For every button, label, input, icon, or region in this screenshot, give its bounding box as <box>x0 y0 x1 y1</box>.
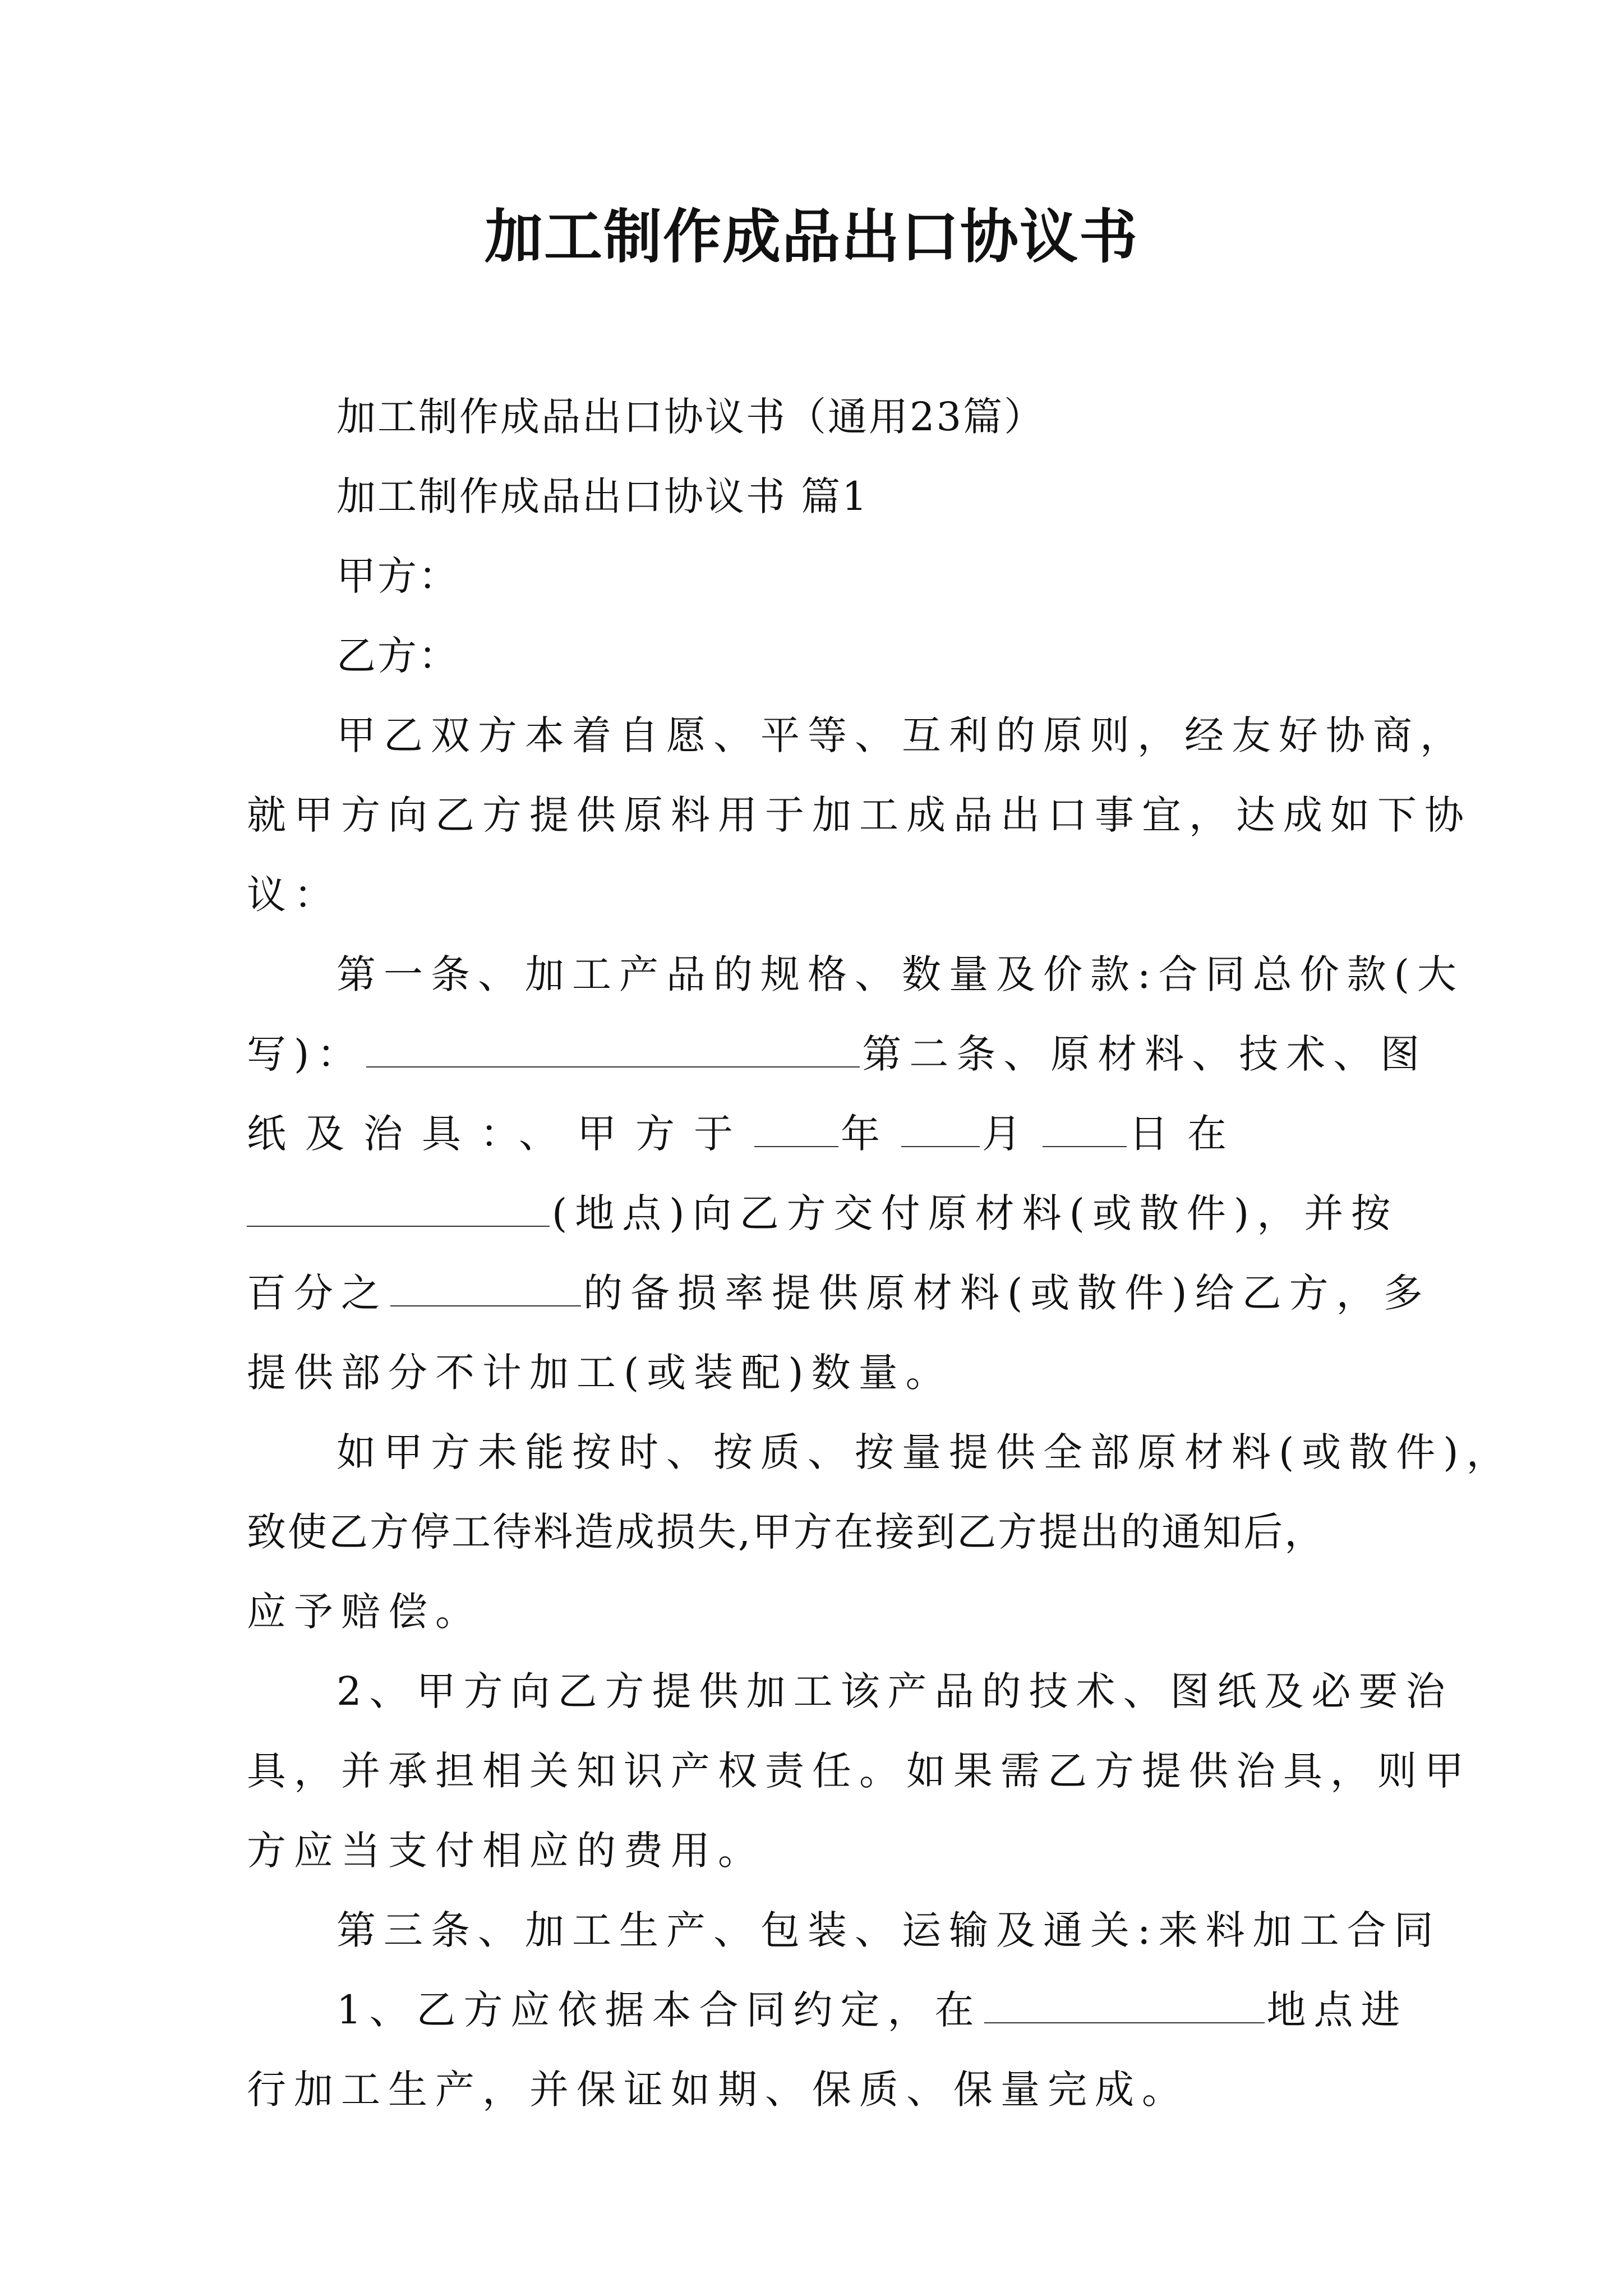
line-segment: 月 <box>982 1111 1040 1157</box>
line-segment: (地点)向乙方交付原材料(或散件)，并按 <box>552 1190 1399 1236</box>
paragraph-line: 甲乙双方本着自愿、平等、互利的原则，经友好协商， <box>336 712 1467 758</box>
fill-in-blank <box>901 1107 980 1147</box>
line-segment: 百分之 <box>247 1270 388 1316</box>
line-segment: 的备损率提供原材料(或散件)给乙方，多 <box>583 1270 1431 1316</box>
paragraph-line <box>247 1970 1408 2050</box>
party-b-line: 乙方： <box>336 633 459 679</box>
paragraph-line: 就甲方向乙方提供原料用于加工成品出口事宜，达成如下协 <box>247 792 1472 838</box>
line-segment: 日在 <box>1129 1111 1246 1157</box>
document-title: 加工制作成品出口协议书 <box>484 202 1138 271</box>
fill-in-blank <box>366 1027 860 1068</box>
line-segment: 1、乙方应依据本合同约定，在 <box>336 1987 982 2033</box>
fill-in-blank <box>247 1186 550 1227</box>
line-segment: 年 <box>841 1111 899 1157</box>
paragraph-line <box>247 1094 1385 1174</box>
paragraph-line: 应予赔偿。 <box>247 1589 482 1635</box>
document-body <box>247 377 1514 2129</box>
part-heading-line: 加工制作成品出口协议书 篇1 <box>336 473 869 519</box>
paragraph-line <box>247 1253 1431 1333</box>
paragraph-line: 致使乙方停工待料造成损失,甲方在接到乙方提出的通知后， <box>247 1509 1326 1555</box>
paragraph-line: 如甲方未能按时、按质、按量提供全部原材料(或散件)， <box>336 1429 1514 1475</box>
paragraph-line: 具，并承担相关知识产权责任。如果需乙方提供治具，则甲 <box>247 1748 1472 1794</box>
fill-in-blank <box>1043 1107 1127 1147</box>
party-a-line: 甲方： <box>336 553 459 599</box>
fill-in-blank <box>390 1266 581 1306</box>
fill-in-blank <box>984 1983 1265 2023</box>
paragraph-line: 提供部分不计加工(或装配)数量。 <box>247 1350 953 1396</box>
line-segment: 纸及治具：、甲方于 <box>247 1111 752 1157</box>
subtitle-line: 加工制作成品出口协议书（通用23篇） <box>336 394 1045 440</box>
line-segment: 地点进 <box>1266 1987 1408 2033</box>
paragraph-line: 第一条、加工产品的规格、数量及价款:合同总价款(大 <box>336 951 1464 997</box>
paragraph-line: 方应当支付相应的费用。 <box>247 1828 765 1874</box>
paragraph-line: 第三条、加工生产、包装、运输及通关:来料加工合同 <box>336 1907 1441 1953</box>
fill-in-blank <box>754 1107 838 1147</box>
paragraph-line <box>247 1014 1428 1094</box>
paragraph-line: 2、甲方向乙方提供加工该产品的技术、图纸及必要治 <box>336 1668 1453 1714</box>
line-segment: 写)： <box>247 1031 365 1077</box>
paragraph-line: 行加工生产，并保证如期、保质、保量完成。 <box>247 2067 1189 2113</box>
paragraph-line <box>247 1174 1399 1253</box>
paragraph-line: 议： <box>247 872 341 918</box>
line-segment: 第二条、原材料、技术、图 <box>862 1031 1428 1077</box>
